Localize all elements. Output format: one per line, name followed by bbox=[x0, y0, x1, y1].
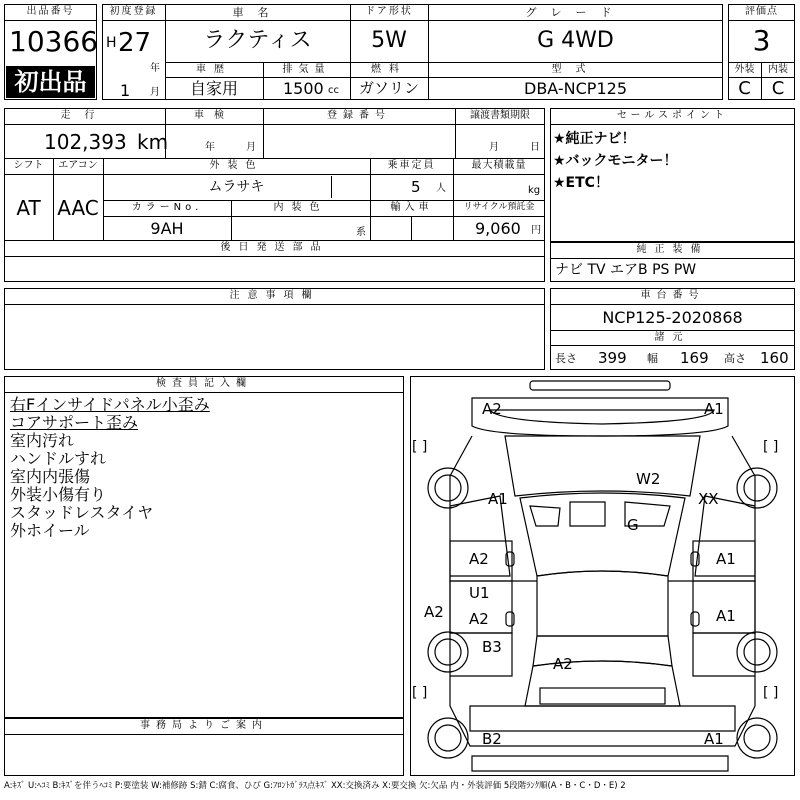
mark-front-left: A2 bbox=[482, 400, 502, 418]
import-label: 輸入車 bbox=[390, 202, 433, 213]
aircon-label: エアコン bbox=[58, 160, 98, 171]
lot-number: 10366 bbox=[9, 25, 99, 58]
transfer-month-unit: 月 bbox=[489, 142, 499, 153]
transfer-day-unit: 日 bbox=[530, 142, 540, 153]
mark-front-right: A1 bbox=[704, 400, 724, 418]
inspector-line-7: スタッドレスタイヤ bbox=[10, 503, 154, 522]
fuel-label: 燃料 bbox=[371, 64, 407, 75]
doors: 5W bbox=[371, 28, 407, 53]
mark-left-front-fender: A1 bbox=[488, 490, 508, 508]
plate-label: 登録番号 bbox=[327, 110, 391, 121]
seats: 5 bbox=[411, 178, 421, 196]
seats-unit: 人 bbox=[436, 183, 446, 194]
recycle: 9,060 bbox=[475, 219, 521, 238]
displacement: 1500 bbox=[283, 79, 324, 98]
dims-label: 諸元 bbox=[654, 332, 691, 343]
inspection-year-unit: 年 bbox=[205, 142, 215, 153]
score-label: 評価点 bbox=[745, 6, 778, 17]
history-label: 車歴 bbox=[196, 64, 232, 75]
car-diagram bbox=[410, 376, 795, 776]
inspector-line-6: 外装小傷有り bbox=[10, 485, 107, 504]
shift: AT bbox=[16, 196, 41, 220]
seats-label: 乗車定員 bbox=[387, 160, 436, 171]
length: 399 bbox=[598, 349, 627, 367]
first-reg-label: 初度登録 bbox=[109, 6, 158, 17]
mark-left-rocker: U1 bbox=[469, 584, 490, 602]
shift-label: シフト bbox=[13, 160, 44, 171]
car-name-label: 車名 bbox=[232, 6, 283, 19]
mileage: 102,393 bbox=[44, 130, 127, 154]
month-unit: 月 bbox=[150, 87, 160, 98]
bracket-left-2: [ ] bbox=[412, 685, 428, 701]
mark-left-front-door: A2 bbox=[469, 550, 489, 568]
office-label: 事務局よりご案内 bbox=[140, 720, 268, 731]
model-label: 型式 bbox=[551, 64, 600, 75]
length-label: 長さ bbox=[555, 352, 577, 365]
mark-roof: G bbox=[627, 516, 639, 534]
inspection-label: 車検 bbox=[194, 110, 234, 121]
equipment-label: 純正装備 bbox=[636, 244, 709, 255]
mark-right-front-door: A1 bbox=[716, 550, 736, 568]
fuel: ガソリン bbox=[358, 79, 419, 97]
year-unit: 年 bbox=[150, 63, 160, 74]
bracket-left-1: [ ] bbox=[412, 439, 428, 455]
exterior-grade: C bbox=[738, 78, 751, 99]
mark-left-side-low: A2 bbox=[424, 603, 444, 621]
bracket-right-2: [ ] bbox=[763, 685, 779, 701]
load-label: 最大積載量 bbox=[471, 160, 527, 171]
mark-left-rear-quarter: B3 bbox=[482, 638, 502, 656]
chassis-label: 車台番号 bbox=[640, 290, 705, 301]
sales-label: セールスポイント bbox=[616, 110, 729, 121]
notes-label: 注意事項欄 bbox=[229, 290, 320, 301]
inspection-month-unit: 月 bbox=[246, 142, 256, 153]
mark-rear-gate: A2 bbox=[553, 655, 573, 673]
inspector-line-1: 右Fインサイドパネル小歪み bbox=[10, 395, 210, 414]
first-reg-month: 1 bbox=[120, 81, 131, 100]
history: 自家用 bbox=[189, 79, 238, 98]
interior-label: 内装 bbox=[768, 64, 788, 75]
sales-point-3: ★ETC！ bbox=[553, 175, 609, 191]
lot-label: 出品番号 bbox=[26, 6, 75, 17]
grade: G 4WD bbox=[537, 28, 614, 53]
grade-label: グレード bbox=[525, 6, 626, 19]
displacement-label: 排気量 bbox=[282, 64, 331, 75]
mark-rear-right: A1 bbox=[704, 730, 724, 748]
inspector-line-2: コアサポート歪み bbox=[10, 413, 139, 432]
mark-rear-left: B2 bbox=[482, 730, 502, 748]
equipment-value: ナビ TV エアB PS PW bbox=[555, 262, 697, 278]
ext-color: ムラサキ bbox=[208, 179, 265, 195]
color-no-label: カラーNo. bbox=[131, 202, 203, 213]
mark-right-rear-door: A1 bbox=[716, 607, 736, 625]
exterior-label: 外装 bbox=[734, 64, 755, 75]
legend: A:ｷｽﾞ U:ﾍｺﾐ B:ｷｽﾞを伴うﾍｺﾐ P:要塗装 W:補修跡 S:錆 C:腐食、ひび G:ﾌﾛﾝﾄｶﾞﾗｽ点ｷｽﾞ XX:交換済み X:要交換 欠:欠品 内・外装評価 5段階ﾗﾝｸ順(A・B・C・D・E) 2 bbox=[4, 781, 626, 791]
ext-color-label: 外装色 bbox=[209, 160, 264, 171]
chassis-value: NCP125-2020868 bbox=[602, 308, 743, 327]
inspector-line-5: 室内内張傷 bbox=[10, 467, 91, 486]
transfer-label: 譲渡書類期限 bbox=[470, 110, 530, 121]
inspector-line-8: 外ホイール bbox=[10, 521, 90, 540]
mileage-label: 走行 bbox=[60, 110, 109, 121]
first-listing-badge: 初出品 bbox=[6, 66, 95, 98]
height: 160 bbox=[760, 349, 789, 367]
displacement-unit: cc bbox=[328, 85, 339, 96]
mark-windshield: W2 bbox=[636, 470, 661, 488]
width: 169 bbox=[680, 349, 709, 367]
mark-right-front-fender: XX bbox=[698, 490, 719, 508]
inspector-line-3: 室内汚れ bbox=[10, 431, 75, 450]
height-label: 高さ bbox=[724, 352, 746, 365]
aircon: AAC bbox=[57, 196, 99, 220]
int-color-label: 内装色 bbox=[273, 202, 328, 213]
score: 3 bbox=[752, 24, 771, 57]
inspector-line-4: ハンドルすれ bbox=[10, 449, 107, 468]
doors-label: ドア形状 bbox=[365, 6, 413, 17]
inspector-label: 検査員記入欄 bbox=[156, 378, 252, 389]
bracket-right-1: [ ] bbox=[763, 439, 779, 455]
later-parts-label: 後日発送部品 bbox=[220, 242, 329, 253]
car-name: ラクティス bbox=[203, 28, 312, 53]
model: DBA-NCP125 bbox=[524, 79, 627, 98]
mileage-unit: km bbox=[137, 130, 169, 154]
width-label: 幅 bbox=[647, 352, 658, 365]
load-unit: kg bbox=[528, 185, 541, 196]
recycle-label: リサイクル預託金 bbox=[463, 202, 535, 212]
interior-grade: C bbox=[771, 78, 785, 99]
era: H bbox=[106, 35, 117, 51]
int-color-suffix: 系 bbox=[356, 227, 366, 238]
color-no: 9AH bbox=[150, 219, 184, 238]
sales-point-1: ★純正ナビ！ bbox=[553, 131, 636, 147]
sales-point-2: ★バックモニター！ bbox=[553, 153, 678, 169]
mark-left-rear-door: A2 bbox=[469, 610, 489, 628]
recycle-unit: 円 bbox=[531, 225, 541, 236]
first-reg-year: 27 bbox=[118, 28, 152, 58]
